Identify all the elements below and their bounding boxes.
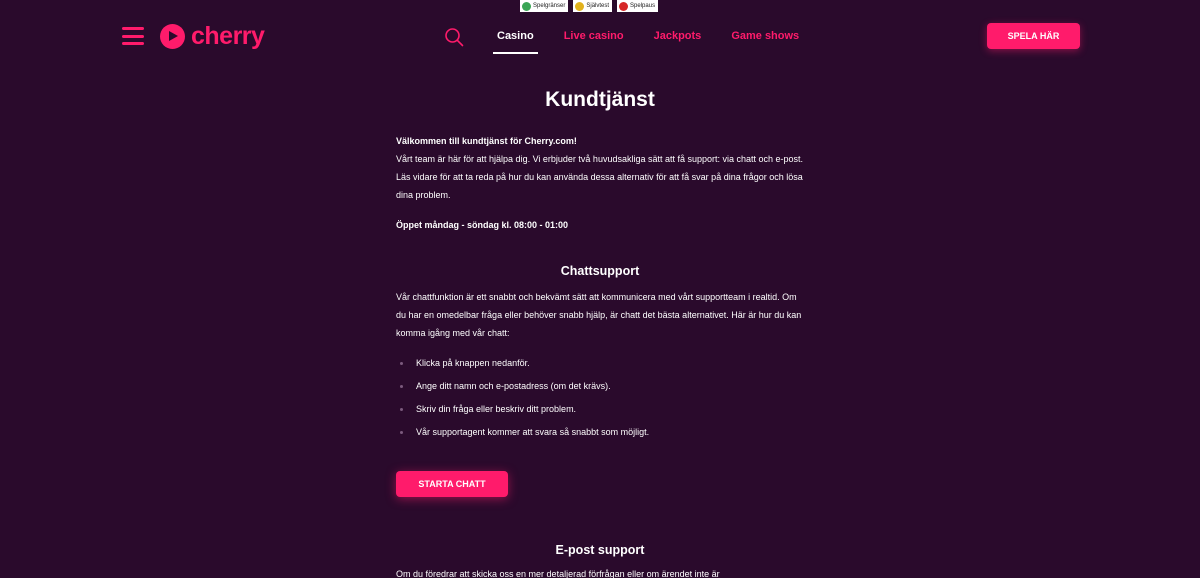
- chat-support-heading: Chattsupport: [560, 264, 640, 278]
- list-item: Vår supportagent kommer att svara så snabbt som möjligt.: [396, 421, 804, 444]
- sjalvtest-icon: [575, 2, 584, 11]
- nav-casino[interactable]: Casino: [497, 30, 534, 54]
- support-content: [396, 88, 804, 578]
- spelgranser-icon: [522, 2, 531, 11]
- email-support-text: Om du föredrar att skicka oss en mer detaljerad förfrågan eller om ärendet inte är: [396, 569, 720, 578]
- welcome-text: Välkommen till kundtjänst för Cherry.com!: [396, 136, 577, 146]
- main-nav: [497, 30, 799, 54]
- nav-game-shows[interactable]: Game shows: [731, 30, 800, 42]
- play-here-button[interactable]: SPELA HÄR: [987, 23, 1080, 49]
- badge-sjalvtest[interactable]: [573, 0, 612, 12]
- badge-spelpaus[interactable]: [617, 0, 658, 12]
- responsible-gaming-badges: [520, 0, 658, 12]
- badge-label: Självtest: [586, 3, 610, 9]
- opening-hours: Öppet måndag - söndag kl. 08:00 - 01:00: [396, 220, 569, 230]
- logo-text: cherry: [191, 22, 265, 50]
- badge-spelgranser[interactable]: [520, 0, 568, 12]
- search-icon[interactable]: [444, 27, 464, 47]
- nav-live-casino[interactable]: Live casino: [563, 30, 624, 42]
- nav-jackpots[interactable]: Jackpots: [653, 30, 702, 42]
- cherry-logo[interactable]: [160, 22, 264, 51]
- spelpaus-icon: [619, 2, 628, 11]
- list-item: Klicka på knappen nedanför.: [396, 352, 804, 375]
- badge-label: Spelgränser: [533, 3, 566, 9]
- chat-support-text: Vår chattfunktion är ett snabbt och bekvämt sätt att kommunicera med vårt supportteam i realtid. Om du har en omedelbar fråga eller behöver snabb hjälp, är chatt det bästa alternativet. Här är hur du kan komma igång med vår chatt:: [396, 292, 802, 338]
- list-item: Skriv din fråga eller beskriv ditt problem.: [396, 398, 804, 421]
- page-title: Kundtjänst: [545, 88, 655, 111]
- chat-steps-list: [396, 352, 804, 444]
- cherry-play-icon: [160, 24, 185, 49]
- email-support-heading: E-post support: [555, 543, 645, 557]
- list-item: Ange ditt namn och e-postadress (om det krävs).: [396, 375, 804, 398]
- menu-icon[interactable]: [122, 27, 144, 45]
- badge-label: Spelpaus: [630, 3, 656, 9]
- intro-text: Vårt team är här för att hjälpa dig. Vi erbjuder två huvudsakliga sätt att få support: via chatt och e-post. Läs vidare för att ta reda på hur du kan använda dessa alternativ för att få svar på dina frågor och lösa dina problem.: [396, 154, 804, 200]
- start-chat-button[interactable]: STARTA CHATT: [396, 471, 508, 497]
- site-header: [0, 18, 1200, 58]
